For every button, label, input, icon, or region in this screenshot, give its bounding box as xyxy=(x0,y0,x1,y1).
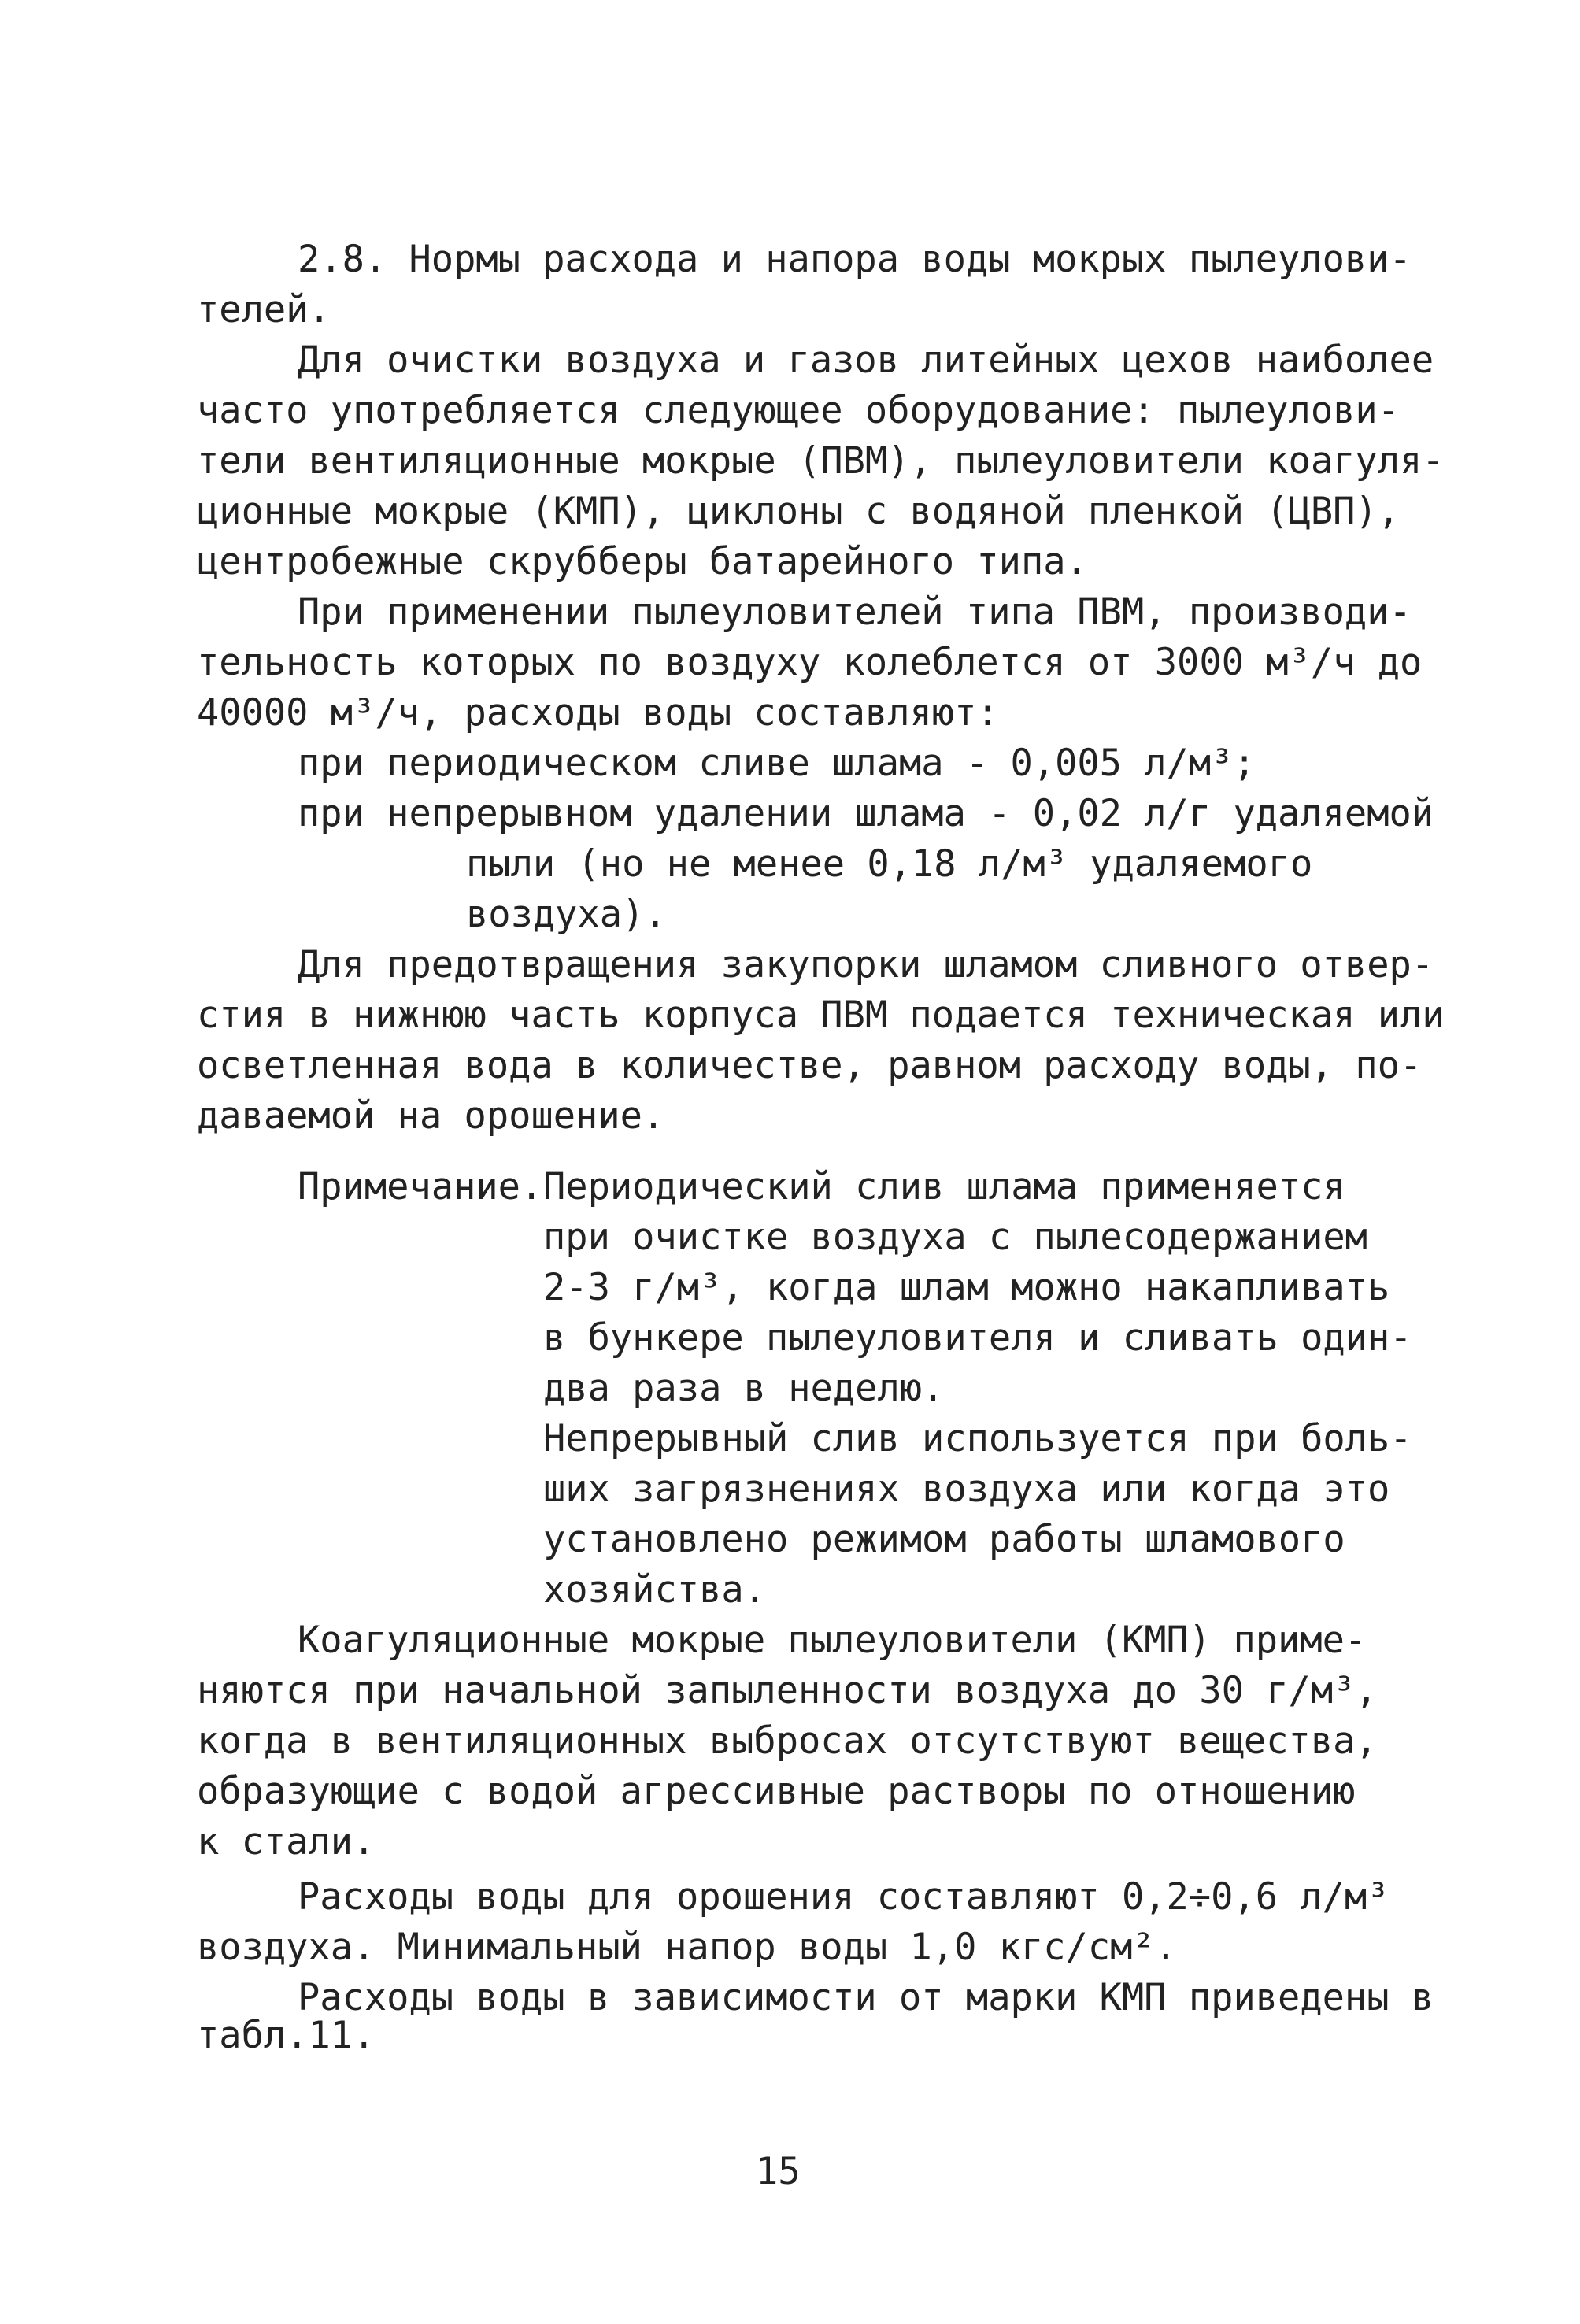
text-line: когда в вентиляционных выбросах отсутствуют вещества, xyxy=(197,1719,1378,1763)
note-label: Примечание. xyxy=(298,1165,543,1208)
note-line: ших загрязнениях воздуха или когда это xyxy=(543,1467,1390,1511)
text-line: образующие с водой агрессивные растворы по отношению xyxy=(197,1770,1356,1813)
note-line: в бункере пылеуловителя и сливать один- xyxy=(543,1316,1412,1360)
text-line: Расходы воды в зависимости от марки КМП приведены в xyxy=(298,1976,1434,2019)
text-line: к стали. xyxy=(197,1820,376,1863)
text-line: Для очистки воздуха и газов литейных цехов наиболее xyxy=(298,339,1434,382)
text-line: Для предотвращения закупорки шламом сливного отвер- xyxy=(298,943,1434,986)
text-line: 2.8. Нормы расхода и напора воды мокрых пылеулови- xyxy=(298,238,1412,281)
page-number: 15 xyxy=(756,2150,801,2193)
text-line: телей. xyxy=(197,288,331,331)
text-line: 40000 м³/ч, расходы воды составляют: xyxy=(197,691,999,735)
text-line: табл.11. xyxy=(197,2014,376,2057)
text-line: тельность которых по воздуху колеблется от 3000 м³/ч до xyxy=(197,641,1423,684)
text-line: При применении пылеуловителей типа ПВМ, производи- xyxy=(298,590,1412,634)
text-line: часто употребляется следующее оборудование: пылеулови- xyxy=(197,389,1401,432)
text-line: Коагуляционные мокрые пылеуловители (КМП) приме- xyxy=(298,1619,1367,1662)
text-line: Расходы воды для орошения составляют 0,2÷0,6 л/м³ xyxy=(298,1875,1389,1919)
list-item: при периодическом сливе шлама - 0,005 л/м³; xyxy=(298,742,1256,785)
note-line: Непрерывный слив используется при боль- xyxy=(543,1417,1412,1460)
text-line: осветленная вода в количестве, равном расходу воды, по- xyxy=(197,1044,1423,1087)
note-line: установлено режимом работы шламового xyxy=(543,1518,1345,1561)
note-line: 2-3 г/м³, когда шлам можно накапливать xyxy=(543,1266,1390,1309)
text-line: центробежные скрубберы батарейного типа. xyxy=(197,540,1088,583)
list-item: при непрерывном удалении шлама - 0,02 л/г удаляемой xyxy=(298,792,1434,835)
text-line: ционные мокрые (КМП), циклоны с водяной пленкой (ЦВП), xyxy=(197,490,1401,533)
text-line: няются при начальной запыленности воздуха до 30 г/м³, xyxy=(197,1669,1378,1712)
note-line: хозяйства. xyxy=(543,1568,766,1612)
list-item-continuation: воздуха). xyxy=(466,893,667,936)
list-item-continuation: пыли (но не менее 0,18 л/м³ удаляемого xyxy=(466,842,1313,886)
text-line: стия в нижнюю часть корпуса ПВМ подается техническая или xyxy=(197,994,1445,1037)
note-line: два раза в неделю. xyxy=(543,1367,945,1410)
text-line: даваемой на орошение. xyxy=(197,1094,665,1138)
text-line: воздуха. Минимальный напор воды 1,0 кгс/см². xyxy=(197,1926,1178,1969)
text-line: тели вентиляционные мокрые (ПВМ), пылеуловители коагуля- xyxy=(197,439,1445,483)
note-line: при очистке воздуха с пылесодержанием xyxy=(543,1216,1367,1259)
note-line: Периодический слив шлама применяется xyxy=(543,1165,1345,1208)
